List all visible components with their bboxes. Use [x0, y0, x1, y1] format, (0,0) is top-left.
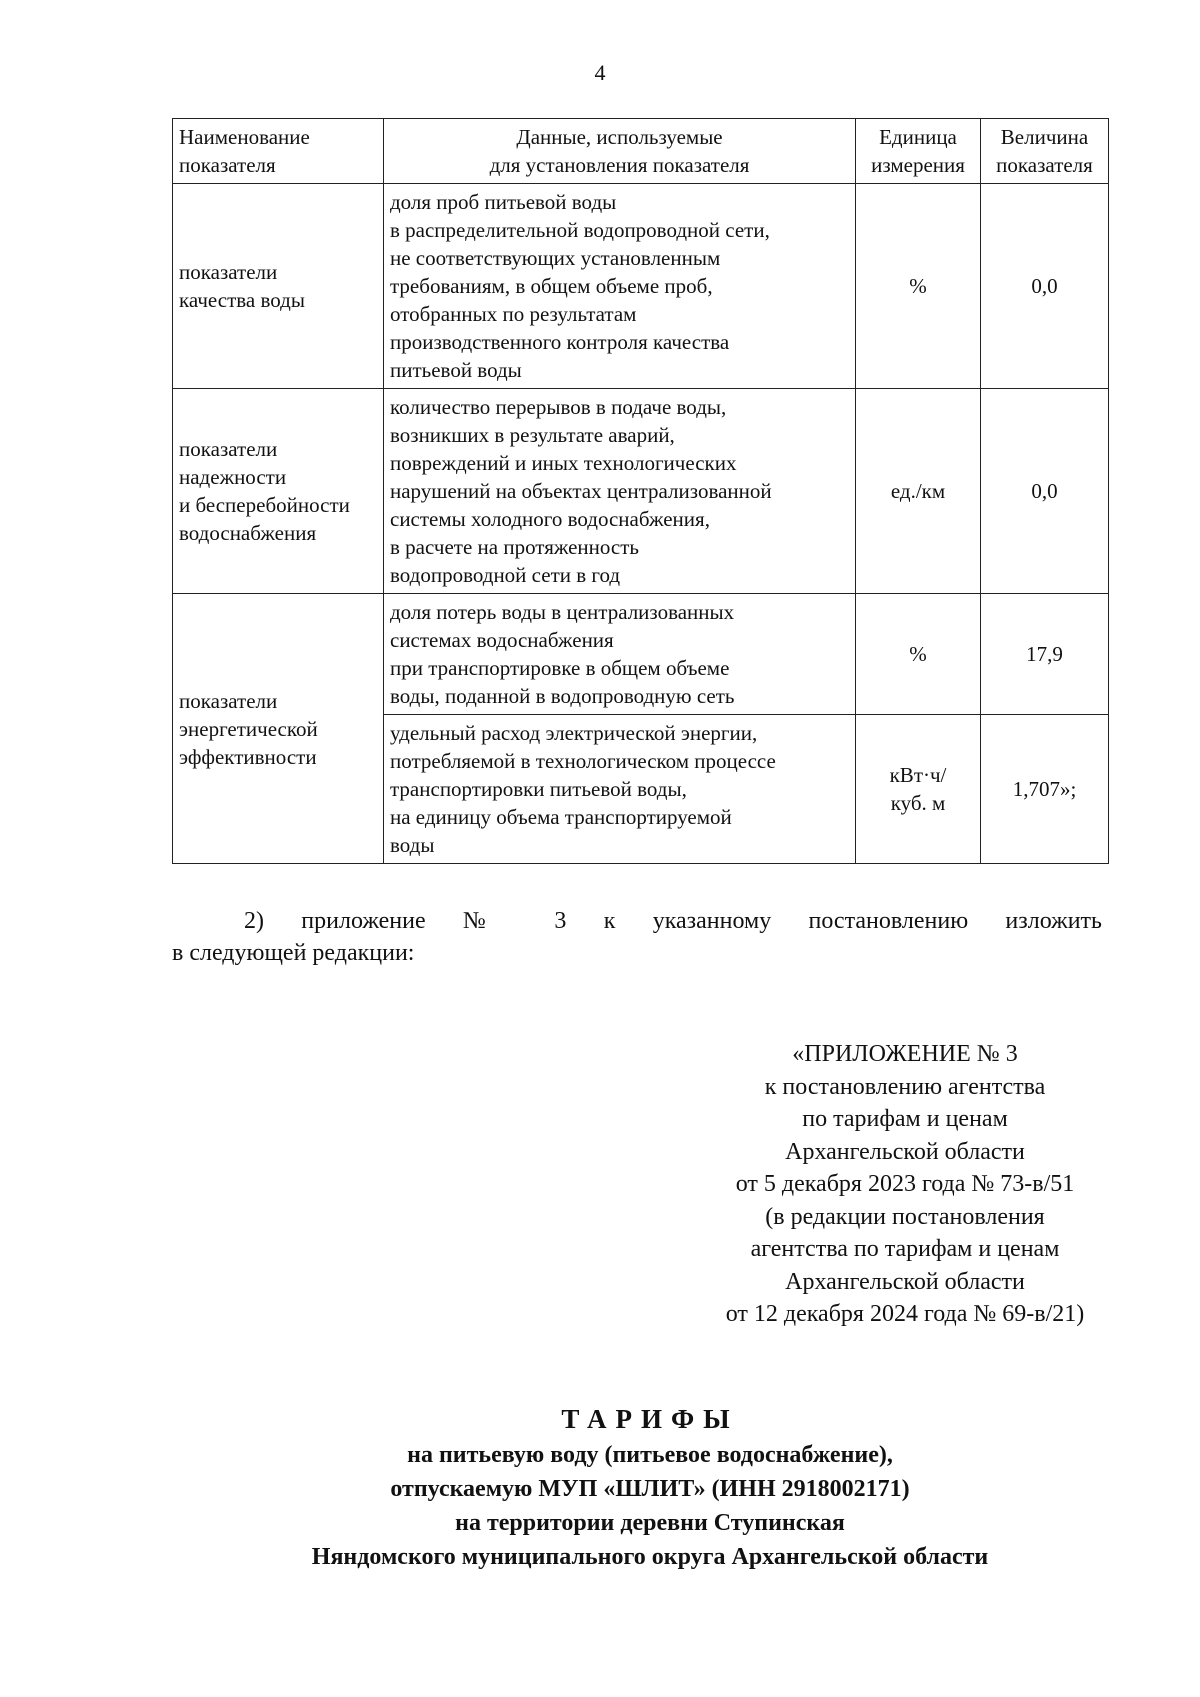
- text-line: удельный расход электрической энергии,: [390, 721, 758, 745]
- paragraph-line: в следующей редакции:: [172, 940, 415, 966]
- text-line: не соответствующих установленным: [390, 246, 721, 270]
- header-name-line: показателя: [179, 153, 276, 177]
- tariffs-line: на территории деревни Ступинская: [455, 1510, 845, 1536]
- text-line: воды, поданной в водопроводную сеть: [390, 684, 735, 708]
- indicator-unit: %: [856, 184, 981, 389]
- table-row: [173, 184, 1109, 389]
- text-line: куб. м: [890, 791, 946, 815]
- indicator-data: [384, 594, 856, 715]
- text-line: в расчете на протяженность: [390, 535, 639, 559]
- indicator-value: 0,0: [981, 389, 1109, 594]
- header-value-line: показателя: [996, 153, 1093, 177]
- indicator-data: [384, 715, 856, 864]
- header-value: [981, 119, 1109, 184]
- appendix-line: агентства по тарифам и ценам: [750, 1236, 1060, 1262]
- text-line: при транспортировке в общем объеме: [390, 656, 730, 680]
- text-line: транспортировки питьевой воды,: [390, 777, 687, 801]
- header-name: [173, 119, 384, 184]
- header-data: [384, 119, 856, 184]
- text-line: питьевой воды: [390, 358, 522, 382]
- text-line: водоснабжения: [179, 521, 317, 545]
- header-name-line: Наименование: [179, 125, 310, 149]
- tariffs-line: отпускаемую МУП «ШЛИТ» (ИНН 2918002171): [390, 1476, 910, 1502]
- table-row: [173, 594, 1109, 715]
- header-value-line: Величина: [1000, 125, 1089, 149]
- text-line: в распределительной водопроводной сети,: [390, 218, 770, 242]
- text-line: доля потерь воды в централизованных: [390, 600, 735, 624]
- text-line: количество перерывов в подаче воды,: [390, 395, 727, 419]
- text-line: показатели: [179, 260, 278, 284]
- text-line: показатели: [179, 688, 278, 713]
- appendix-line: (в редакции постановления: [765, 1203, 1045, 1230]
- appendix-line: к постановлению агентства: [764, 1073, 1046, 1100]
- header-unit-line: Единица: [879, 125, 957, 149]
- text-line: доля проб питьевой воды: [390, 190, 617, 214]
- appendix-line: «ПРИЛОЖЕНИЕ № 3: [792, 1041, 1018, 1067]
- table-header-row: [173, 119, 1109, 184]
- header-unit-line: измерения: [871, 153, 965, 177]
- text-line: и бесперебойности: [179, 493, 350, 517]
- appendix-line: от 12 декабря 2024 года № 69-в/21): [725, 1301, 1085, 1327]
- appendix-line: по тарифам и ценам: [802, 1106, 1008, 1132]
- text-line: системы холодного водоснабжения,: [390, 507, 710, 531]
- text-line: отобранных по результатам: [390, 302, 637, 326]
- tariffs-line: на питьевую воду (питьевое водоснабжение),: [407, 1442, 893, 1468]
- indicator-data: [384, 184, 856, 389]
- table-row: [173, 389, 1109, 594]
- text-line: эффективности: [179, 744, 317, 769]
- text-line: нарушений на объектах централизованной: [390, 479, 772, 503]
- tariffs-line: Няндомского муниципального округа Архангельской области: [311, 1544, 989, 1570]
- indicator-unit: ед./км: [856, 389, 981, 594]
- text-line: возникших в результате аварий,: [390, 423, 675, 447]
- indicator-name: [173, 594, 384, 864]
- indicator-data: [384, 389, 856, 594]
- text-line: системах водоснабжения: [390, 628, 614, 652]
- indicator-name: [173, 184, 384, 389]
- appendix-heading: [680, 1038, 1130, 1331]
- text-line: кВт·ч/: [889, 763, 947, 787]
- tariffs-heading: [150, 1402, 1150, 1574]
- appendix-line: от 5 декабря 2023 года № 73-в/51: [735, 1171, 1075, 1197]
- amendment-paragraph: [172, 905, 1102, 969]
- header-data-line: Данные, используемые: [516, 125, 723, 149]
- text-line: на единицу объема транспортируемой: [390, 805, 732, 829]
- text-line: качества воды: [179, 288, 305, 312]
- appendix-line: Архангельской области: [785, 1268, 1025, 1295]
- text-line: показатели: [179, 437, 278, 461]
- text-line: надежности: [179, 465, 287, 489]
- text-line: требованиям, в общем объеме проб,: [390, 274, 713, 298]
- indicator-value: 17,9: [981, 594, 1109, 715]
- tariffs-title: ТАРИФЫ: [561, 1404, 739, 1434]
- indicator-unit: %: [856, 594, 981, 715]
- paragraph-line: 2) приложение № 3 к указанному постановлению изложить: [244, 908, 1102, 934]
- indicators-table: [172, 118, 1109, 864]
- text-line: водопроводной сети в год: [390, 563, 621, 587]
- text-line: воды: [390, 833, 435, 857]
- indicator-value: 1,707»;: [981, 715, 1109, 864]
- indicator-name: [173, 389, 384, 594]
- page-number: 4: [594, 60, 606, 85]
- header-unit: [856, 119, 981, 184]
- indicator-unit: [856, 715, 981, 864]
- text-line: потребляемой в технологическом процессе: [390, 749, 776, 773]
- header-data-line: для установления показателя: [489, 153, 750, 177]
- text-line: производственного контроля качества: [390, 330, 730, 354]
- indicator-value: 0,0: [981, 184, 1109, 389]
- appendix-line: Архангельской области: [785, 1138, 1025, 1165]
- text-line: энергетической: [179, 716, 318, 741]
- text-line: повреждений и иных технологических: [390, 451, 737, 475]
